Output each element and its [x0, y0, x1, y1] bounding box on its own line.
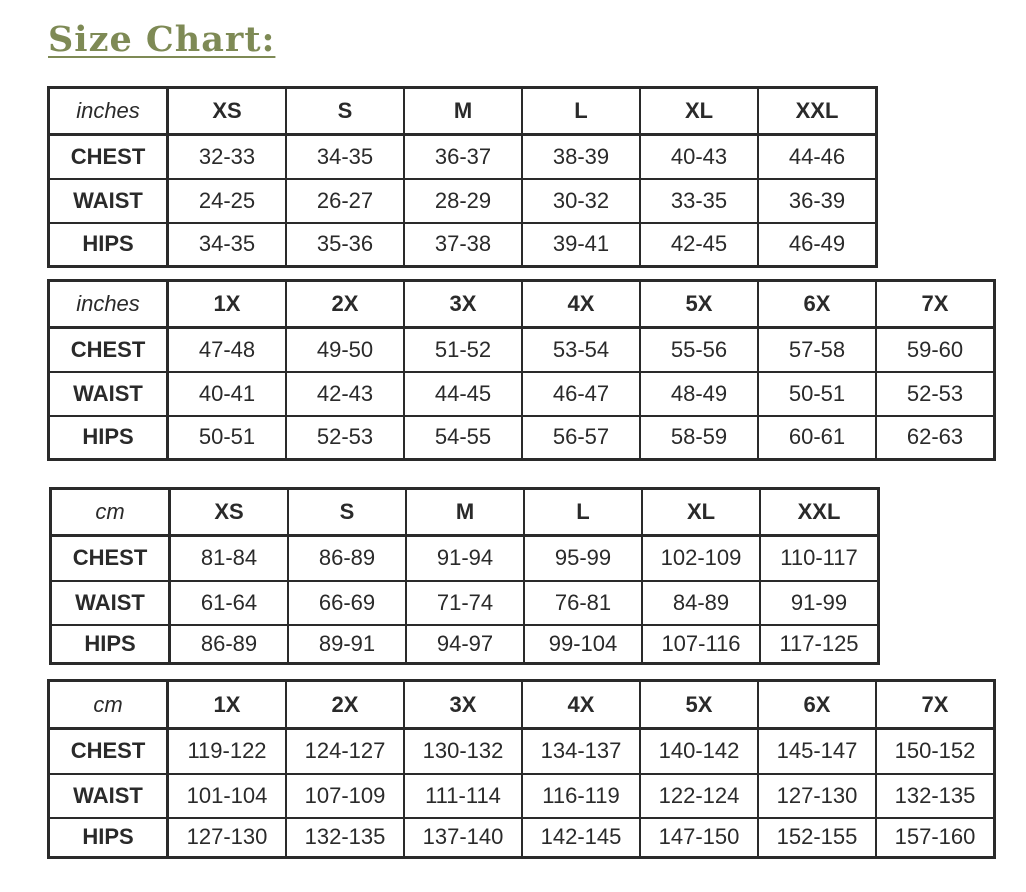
- measurement-cell: 38-39: [522, 135, 640, 179]
- row-label-hips: HIPS: [49, 416, 168, 460]
- measurement-cell: 52-53: [876, 372, 995, 416]
- measurement-cell: 46-49: [758, 223, 877, 267]
- size-header-1x: 1X: [168, 281, 287, 328]
- measurement-cell: 94-97: [406, 625, 524, 664]
- page-title: Size Chart:: [48, 19, 276, 60]
- row-label-waist: WAIST: [51, 581, 170, 625]
- table-row-chest: [51, 536, 879, 581]
- table-row-chest: [49, 328, 995, 372]
- measurement-cell: 51-52: [404, 328, 522, 372]
- measurement-cell: 140-142: [640, 729, 758, 774]
- size-header-l: L: [524, 489, 642, 536]
- measurement-cell: 71-74: [406, 581, 524, 625]
- measurement-cell: 30-32: [522, 179, 640, 223]
- size-header-xs: XS: [170, 489, 289, 536]
- size-header-s: S: [288, 489, 406, 536]
- size-header-3x: 3X: [404, 681, 522, 729]
- measurement-cell: 49-50: [286, 328, 404, 372]
- measurement-cell: 44-45: [404, 372, 522, 416]
- measurement-cell: 107-116: [642, 625, 760, 664]
- measurement-cell: 34-35: [286, 135, 404, 179]
- measurement-cell: 116-119: [522, 774, 640, 818]
- measurement-cell: 102-109: [642, 536, 760, 581]
- measurement-cell: 91-99: [760, 581, 879, 625]
- table-row-chest: [49, 135, 877, 179]
- measurement-cell: 127-130: [758, 774, 876, 818]
- measurement-cell: 54-55: [404, 416, 522, 460]
- measurement-cell: 44-46: [758, 135, 877, 179]
- size-header-5x: 5X: [640, 681, 758, 729]
- measurement-cell: 66-69: [288, 581, 406, 625]
- measurement-cell: 59-60: [876, 328, 995, 372]
- size-table-inches-standard: [47, 86, 878, 268]
- size-header-l: L: [522, 88, 640, 135]
- measurement-cell: 132-135: [876, 774, 995, 818]
- measurement-cell: 107-109: [286, 774, 404, 818]
- size-header-1x: 1X: [168, 681, 287, 729]
- size-header-4x: 4X: [522, 281, 640, 328]
- table-row-waist: [51, 581, 879, 625]
- table-row-waist: [49, 372, 995, 416]
- measurement-cell: 39-41: [522, 223, 640, 267]
- row-label-chest: CHEST: [49, 135, 168, 179]
- size-header-xs: XS: [168, 88, 287, 135]
- row-label-chest: CHEST: [49, 729, 168, 774]
- measurement-cell: 86-89: [170, 625, 289, 664]
- measurement-cell: 101-104: [168, 774, 287, 818]
- measurement-cell: 33-35: [640, 179, 758, 223]
- measurement-cell: 62-63: [876, 416, 995, 460]
- measurement-cell: 86-89: [288, 536, 406, 581]
- measurement-cell: 58-59: [640, 416, 758, 460]
- size-header-7x: 7X: [876, 281, 995, 328]
- table-row-chest: [49, 729, 995, 774]
- size-header-m: M: [406, 489, 524, 536]
- measurement-cell: 134-137: [522, 729, 640, 774]
- measurement-cell: 119-122: [168, 729, 287, 774]
- table-row-hips: [51, 625, 879, 664]
- measurement-cell: 24-25: [168, 179, 287, 223]
- size-header-6x: 6X: [758, 281, 876, 328]
- table-row-hips: [49, 416, 995, 460]
- measurement-cell: 55-56: [640, 328, 758, 372]
- size-header-xl: XL: [642, 489, 760, 536]
- measurement-cell: 50-51: [758, 372, 876, 416]
- row-label-waist: WAIST: [49, 372, 168, 416]
- size-header-xl: XL: [640, 88, 758, 135]
- measurement-cell: 137-140: [404, 818, 522, 858]
- measurement-cell: 157-160: [876, 818, 995, 858]
- size-header-xxl: XXL: [760, 489, 879, 536]
- measurement-cell: 47-48: [168, 328, 287, 372]
- measurement-cell: 50-51: [168, 416, 287, 460]
- table-row-waist: [49, 774, 995, 818]
- measurement-cell: 36-37: [404, 135, 522, 179]
- size-header-7x: 7X: [876, 681, 995, 729]
- measurement-cell: 152-155: [758, 818, 876, 858]
- size-header-4x: 4X: [522, 681, 640, 729]
- measurement-cell: 111-114: [404, 774, 522, 818]
- measurement-cell: 89-91: [288, 625, 406, 664]
- measurement-cell: 32-33: [168, 135, 287, 179]
- measurement-cell: 26-27: [286, 179, 404, 223]
- size-table-cm-plus: [47, 679, 996, 859]
- measurement-cell: 34-35: [168, 223, 287, 267]
- table-header-row: [49, 681, 995, 729]
- measurement-cell: 46-47: [522, 372, 640, 416]
- row-label-hips: HIPS: [49, 818, 168, 858]
- row-label-waist: WAIST: [49, 179, 168, 223]
- measurement-cell: 147-150: [640, 818, 758, 858]
- size-header-m: M: [404, 88, 522, 135]
- measurement-cell: 81-84: [170, 536, 289, 581]
- measurement-cell: 53-54: [522, 328, 640, 372]
- size-header-3x: 3X: [404, 281, 522, 328]
- row-label-chest: CHEST: [51, 536, 170, 581]
- unit-label: cm: [49, 681, 168, 729]
- measurement-cell: 127-130: [168, 818, 287, 858]
- size-table-cm-standard: [49, 487, 880, 665]
- table-header-row: [51, 489, 879, 536]
- measurement-cell: 42-45: [640, 223, 758, 267]
- table-header-row: [49, 88, 877, 135]
- measurement-cell: 130-132: [404, 729, 522, 774]
- unit-label: cm: [51, 489, 170, 536]
- measurement-cell: 110-117: [760, 536, 879, 581]
- table-header-row: [49, 281, 995, 328]
- measurement-cell: 40-43: [640, 135, 758, 179]
- measurement-cell: 28-29: [404, 179, 522, 223]
- measurement-cell: 142-145: [522, 818, 640, 858]
- measurement-cell: 48-49: [640, 372, 758, 416]
- row-label-chest: CHEST: [49, 328, 168, 372]
- row-label-waist: WAIST: [49, 774, 168, 818]
- size-table-inches-plus: [47, 279, 996, 461]
- measurement-cell: 37-38: [404, 223, 522, 267]
- unit-label: inches: [49, 88, 168, 135]
- measurement-cell: 124-127: [286, 729, 404, 774]
- size-header-s: S: [286, 88, 404, 135]
- measurement-cell: 132-135: [286, 818, 404, 858]
- measurement-cell: 60-61: [758, 416, 876, 460]
- measurement-cell: 95-99: [524, 536, 642, 581]
- measurement-cell: 57-58: [758, 328, 876, 372]
- measurement-cell: 117-125: [760, 625, 879, 664]
- measurement-cell: 122-124: [640, 774, 758, 818]
- measurement-cell: 99-104: [524, 625, 642, 664]
- measurement-cell: 36-39: [758, 179, 877, 223]
- measurement-cell: 84-89: [642, 581, 760, 625]
- size-header-2x: 2X: [286, 681, 404, 729]
- measurement-cell: 40-41: [168, 372, 287, 416]
- measurement-cell: 56-57: [522, 416, 640, 460]
- size-header-xxl: XXL: [758, 88, 877, 135]
- size-header-5x: 5X: [640, 281, 758, 328]
- measurement-cell: 150-152: [876, 729, 995, 774]
- measurement-cell: 52-53: [286, 416, 404, 460]
- size-header-2x: 2X: [286, 281, 404, 328]
- measurement-cell: 91-94: [406, 536, 524, 581]
- measurement-cell: 35-36: [286, 223, 404, 267]
- measurement-cell: 42-43: [286, 372, 404, 416]
- row-label-hips: HIPS: [51, 625, 170, 664]
- table-row-waist: [49, 179, 877, 223]
- unit-label: inches: [49, 281, 168, 328]
- measurement-cell: 61-64: [170, 581, 289, 625]
- row-label-hips: HIPS: [49, 223, 168, 267]
- size-header-6x: 6X: [758, 681, 876, 729]
- table-row-hips: [49, 818, 995, 858]
- table-row-hips: [49, 223, 877, 267]
- measurement-cell: 76-81: [524, 581, 642, 625]
- measurement-cell: 145-147: [758, 729, 876, 774]
